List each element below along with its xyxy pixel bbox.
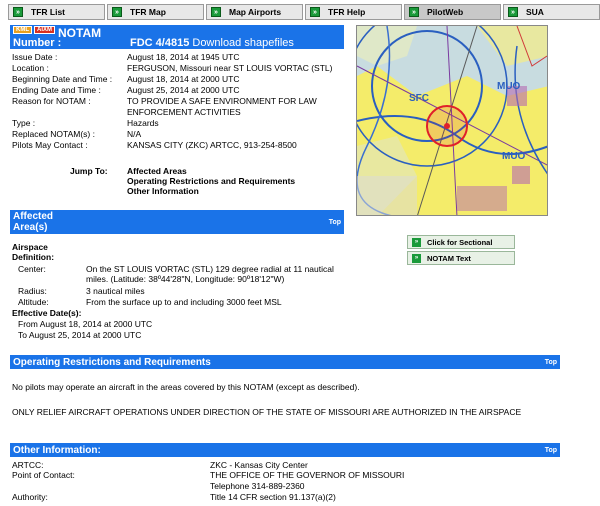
notam-number — [130, 38, 294, 48]
radius-label: Radius: — [18, 286, 47, 296]
sectional-map[interactable] — [356, 25, 548, 216]
begin-date-label: Beginning Date and Time : — [12, 74, 113, 84]
issue-date-label: Issue Date : — [12, 52, 58, 62]
tab-label: PilotWeb — [427, 7, 464, 17]
artcc-label: ARTCC: — [12, 460, 44, 470]
poc-phone: Telephone 314-889-2360 — [210, 481, 305, 491]
begin-date-value: August 18, 2014 at 2000 UTC — [127, 74, 240, 84]
download-shapefiles-link[interactable]: Download shapefiles — [192, 37, 294, 49]
tab-label: TFR Help — [328, 7, 366, 17]
tab-tfr-list[interactable] — [8, 4, 105, 20]
contact-label: Pilots May Contact : — [12, 140, 88, 150]
altitude-label: Altitude: — [18, 297, 49, 307]
map-label-sfc: SFC — [409, 93, 429, 104]
arrow-icon: » — [412, 238, 421, 247]
notam-title: NOTAM — [58, 26, 102, 40]
center-label: Center: — [18, 264, 46, 274]
tab-label: TFR List — [31, 7, 65, 17]
authority-value: Title 14 CFR section 91.137(a)(2) — [210, 492, 336, 502]
top-link[interactable]: Top — [544, 446, 557, 454]
location-label: Location : — [12, 63, 49, 73]
end-date-label: Ending Date and Time : — [12, 85, 101, 95]
notam-number-value: FDC 4/4815 — [130, 37, 190, 49]
map-label-muo: MUO — [497, 81, 521, 92]
sectional-map-graphic — [357, 26, 548, 216]
tab-map-airports[interactable] — [206, 4, 303, 20]
type-label: Type : — [12, 118, 36, 128]
notam-text-button[interactable] — [407, 251, 515, 265]
reason-value-line2: ENFORCEMENT ACTIVITIES — [127, 107, 241, 117]
tab-label: Map Airports — [229, 7, 282, 17]
arrow-icon: » — [409, 7, 419, 17]
jump-to-label: Jump To: — [70, 166, 108, 176]
affected-title-line1: Affected — [13, 211, 54, 222]
top-link[interactable]: Top — [328, 219, 341, 226]
arrow-icon: » — [13, 7, 23, 17]
ops-line1: No pilots may operate an aircraft in the areas covered by this NOTAM (except as described). — [12, 382, 360, 392]
operating-restrictions-header — [10, 355, 560, 369]
jump-affected-areas[interactable]: Affected Areas — [127, 166, 187, 176]
tab-pilotweb[interactable] — [404, 4, 501, 20]
replaced-label: Replaced NOTAM(s) : — [12, 129, 95, 139]
map-label-muo-2: MUO — [502, 151, 526, 162]
jump-other-information[interactable]: Other Information — [127, 186, 199, 196]
definition-label: Definition: — [12, 252, 55, 262]
effective-from: From August 18, 2014 at 2000 UTC — [18, 319, 153, 329]
other-information-title: Other Information: — [13, 444, 101, 456]
click-for-sectional-button[interactable] — [407, 235, 515, 249]
replaced-value: N/A — [127, 129, 142, 139]
artcc-value: ZKC - Kansas City Center — [210, 460, 308, 470]
top-nav — [8, 4, 600, 20]
arrow-icon: » — [508, 7, 518, 17]
aixm-badge[interactable]: AIXM — [34, 26, 55, 34]
top-link[interactable]: Top — [544, 358, 557, 366]
center-value: On the ST LOUIS VORTAC (STL) 129 degree radial at 11 nautical — [86, 264, 334, 274]
number-label: Number : — [13, 37, 62, 49]
tab-sua[interactable] — [503, 4, 600, 20]
arrow-icon: » — [112, 7, 122, 17]
tab-tfr-map[interactable] — [107, 4, 204, 20]
location-value: FERGUSON, Missouri near ST LOUIS VORTAC (STL) — [127, 63, 333, 73]
altitude-value: From the surface up to and including 3000 feet MSL — [86, 297, 282, 307]
arrow-icon: » — [211, 7, 221, 17]
end-date-value: August 25, 2014 at 2000 UTC — [127, 85, 240, 95]
reason-label: Reason for NOTAM : — [12, 96, 91, 106]
sectional-button-label: Click for Sectional — [427, 237, 493, 247]
poc-value: THE OFFICE OF THE GOVERNOR OF MISSOURI — [210, 470, 405, 480]
airspace-label: Airspace — [12, 242, 48, 252]
affected-title-line2: Area(s) — [13, 222, 48, 233]
tab-label: SUA — [526, 7, 544, 17]
other-information-header — [10, 443, 560, 457]
notam-text-button-label: NOTAM Text — [427, 253, 471, 263]
ops-line2: ONLY RELIEF AIRCRAFT OPERATIONS UNDER DIRECTION OF THE STATE OF MISSOURI ARE AUTHORIZED IN THE AIRSPACE — [12, 407, 522, 417]
effective-dates-label: Effective Date(s): — [12, 308, 82, 318]
tab-tfr-help[interactable] — [305, 4, 402, 20]
center-value-line2: miles. (Latitude: 38º44'28"N, Longitude: 90º18'12"W) — [86, 274, 285, 284]
affected-areas-header — [10, 210, 344, 234]
arrow-icon: » — [412, 254, 421, 263]
issue-date-value: August 18, 2014 at 1945 UTC — [127, 52, 240, 62]
arrow-icon: » — [310, 7, 320, 17]
poc-label: Point of Contact: — [12, 470, 75, 480]
effective-to: To August 25, 2014 at 2000 UTC — [18, 330, 142, 340]
jump-operating-restrictions[interactable]: Operating Restrictions and Requirements — [127, 176, 296, 186]
contact-value: KANSAS CITY (ZKC) ARTCC, 913-254-8500 — [127, 140, 297, 150]
type-value: Hazards — [127, 118, 159, 128]
notam-fields — [0, 52, 350, 172]
tab-label: TFR Map — [130, 7, 166, 17]
operating-restrictions-title: Operating Restrictions and Requirements — [13, 356, 211, 368]
reason-value: TO PROVIDE A SAFE ENVIRONMENT FOR LAW — [127, 96, 317, 106]
radius-value: 3 nautical miles — [86, 286, 145, 296]
authority-label: Authority: — [12, 492, 48, 502]
kml-badge[interactable]: KML — [13, 26, 32, 34]
